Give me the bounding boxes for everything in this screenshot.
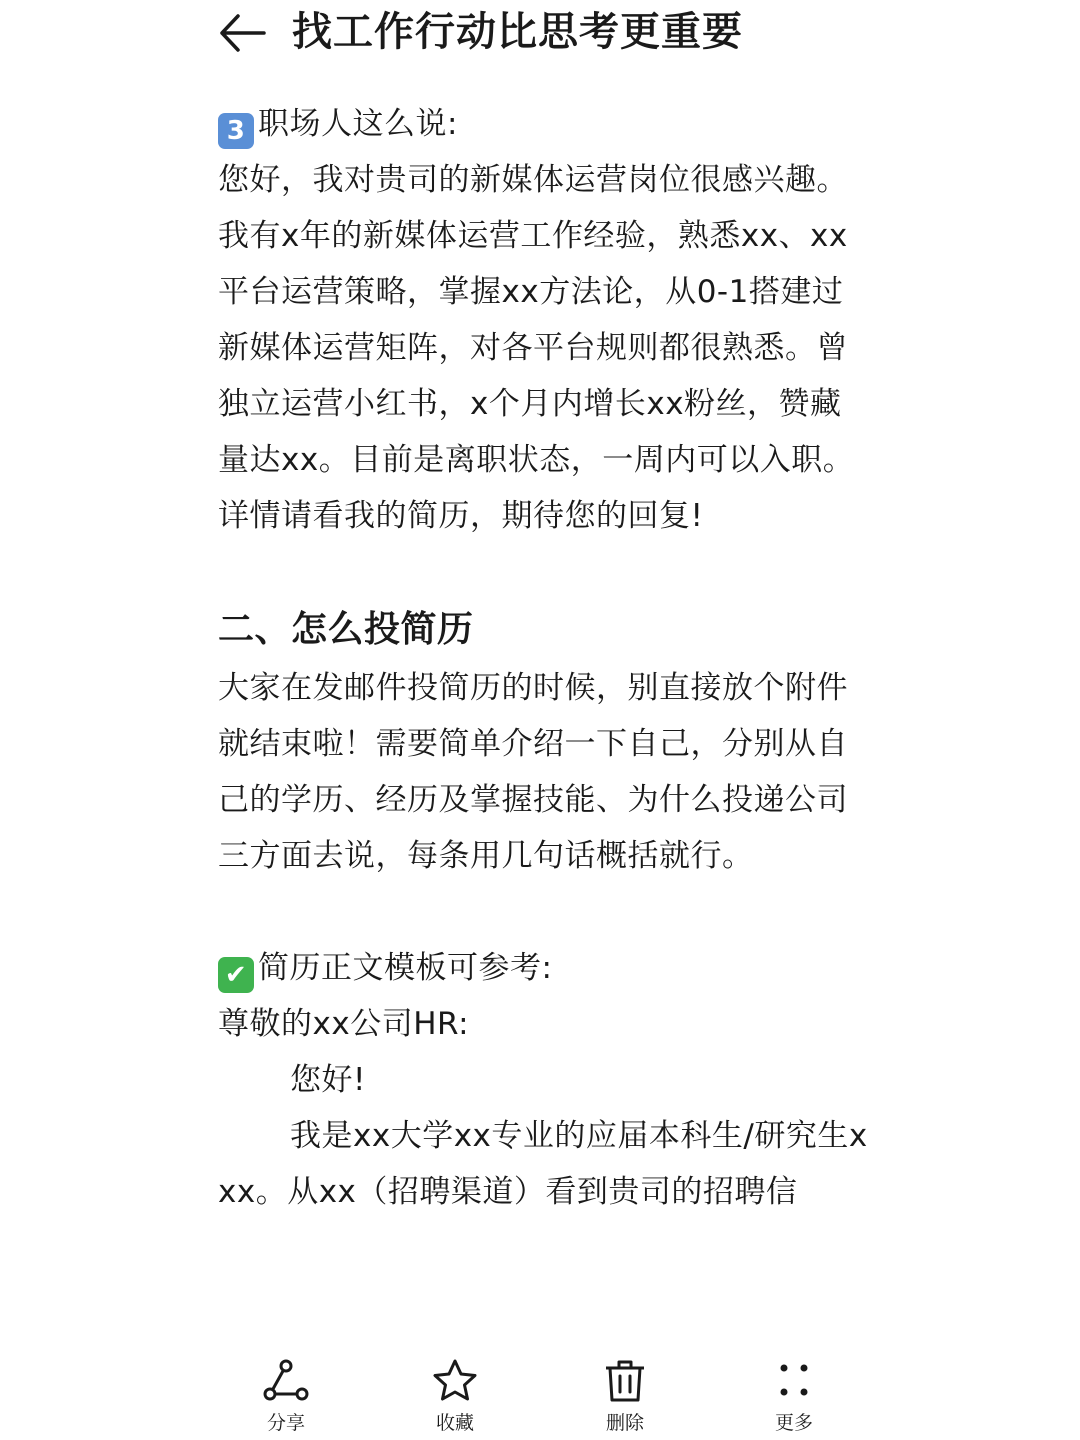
arrow-left-icon: [214, 8, 270, 58]
keycap-3-icon: 3: [218, 113, 254, 149]
share-label: 分享: [266, 1412, 305, 1434]
share-icon: [261, 1358, 311, 1404]
check-mark-icon: ✔: [218, 957, 254, 993]
bottom-toolbar: [0, 1340, 1080, 1440]
section2-heading: 二、怎么投简历: [218, 609, 474, 650]
spacer: [218, 884, 868, 940]
template-salutation: 尊敬的xx公司HR:: [218, 1006, 470, 1042]
section2-body: 大家在发邮件投简历的时候，别直接放个附件就结束啦！需要简单介绍一下自己，分别从自己的学历、经历及掌握技能、为什么投递公司三方面去说，每条用几句话概括就行。: [218, 670, 848, 874]
template-title: 简历正文模板可参考:: [258, 950, 553, 986]
header: [0, 0, 1080, 70]
favorite-label: 收藏: [435, 1412, 474, 1434]
template-greeting: 您好!: [290, 1062, 366, 1098]
star-icon: [430, 1358, 480, 1404]
back-button[interactable]: [214, 8, 270, 58]
share-button[interactable]: [231, 1358, 341, 1438]
more-dots-icon: [769, 1358, 819, 1404]
template-body: 我是xx大学xx专业的应届本科生/研究生xxx。从xx（招聘渠道）看到贵司的招聘信: [218, 1118, 868, 1210]
delete-label: 删除: [605, 1412, 644, 1434]
section3-title: 职场人这么说:: [258, 106, 458, 142]
note-content: [218, 96, 868, 1346]
page-title: 找工作行动比思考更重要: [292, 9, 743, 55]
delete-button[interactable]: [570, 1358, 680, 1438]
trash-icon: [600, 1358, 650, 1404]
section3-body: 您好，我对贵司的新媒体运营岗位很感兴趣。我有x年的新媒体运营工作经验，熟悉xx、xx平台运营策略，掌握xx方法论，从0-1搭建过新媒体运营矩阵，对各平台规则都很熟悉。曾独立运营小红书，x个月内增长xx粉丝，赞藏量达xx。目前是离职状态，一周内可以入职。详情请看我的简历，期待您的回复!: [218, 162, 855, 534]
more-button[interactable]: [739, 1358, 849, 1438]
more-label: 更多: [774, 1412, 813, 1434]
section3-title-line: [218, 96, 868, 152]
template-title-line: [218, 940, 868, 996]
favorite-button[interactable]: [400, 1358, 510, 1438]
spacer: [218, 544, 868, 600]
